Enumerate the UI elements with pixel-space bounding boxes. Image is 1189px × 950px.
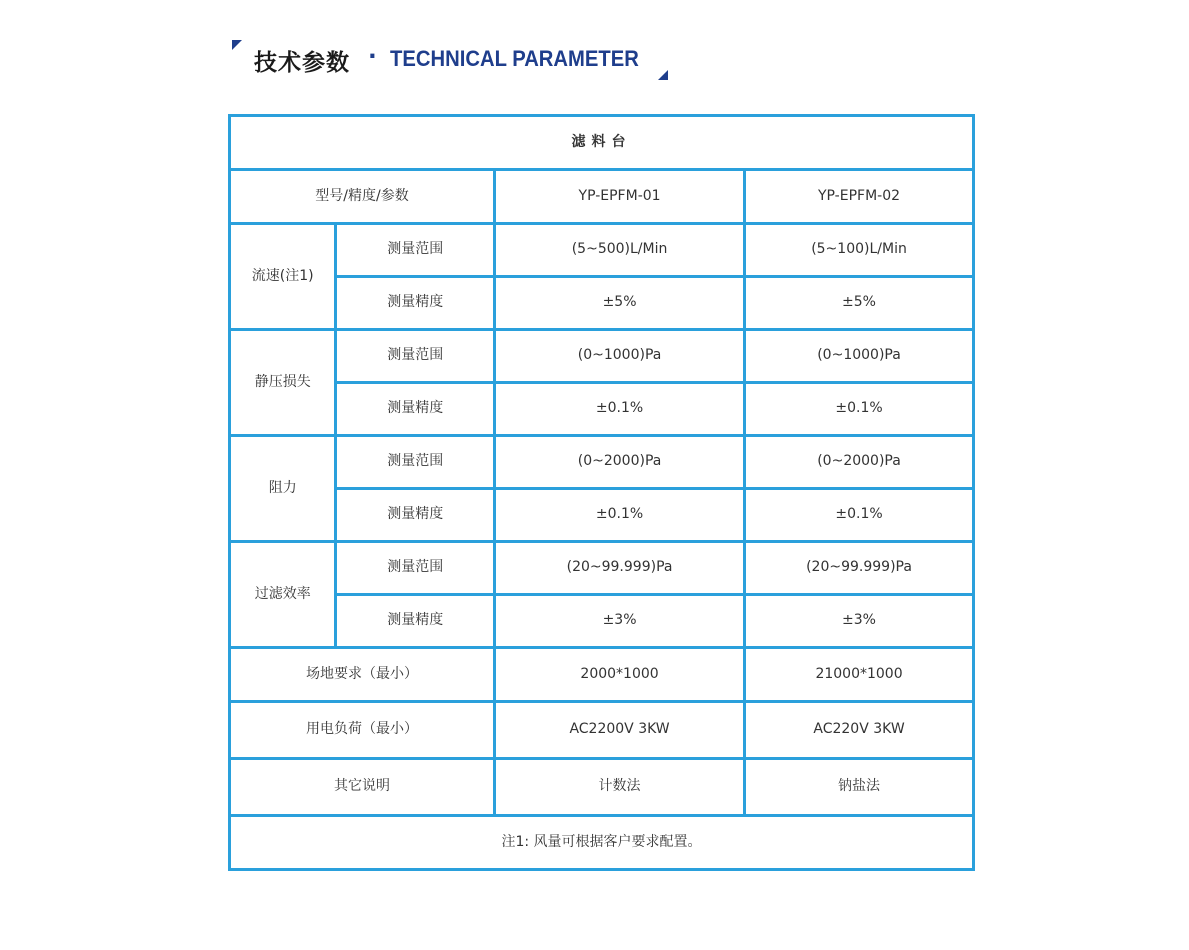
cell-value: 钠盐法 bbox=[745, 759, 974, 816]
table-row bbox=[230, 330, 974, 383]
table-row bbox=[230, 436, 974, 489]
table-row bbox=[230, 702, 974, 759]
group-label: 阻力 bbox=[230, 436, 336, 542]
cell-value: (0~1000)Pa bbox=[745, 330, 974, 383]
cell-value: (0~2000)Pa bbox=[745, 436, 974, 489]
cell-value: (0~1000)Pa bbox=[495, 330, 745, 383]
cell-value: ±3% bbox=[495, 595, 745, 648]
row-label: 测量范围 bbox=[336, 542, 495, 595]
row-label: 测量精度 bbox=[336, 383, 495, 436]
cell-value: ±0.1% bbox=[495, 489, 745, 542]
cell-value: ±0.1% bbox=[745, 383, 974, 436]
cell-value: ±0.1% bbox=[745, 489, 974, 542]
cell-value: (5~500)L/Min bbox=[495, 224, 745, 277]
cell-value: (20~99.999)Pa bbox=[495, 542, 745, 595]
footnote: 注1: 风量可根据客户要求配置。 bbox=[230, 816, 974, 870]
row-label: 其它说明 bbox=[230, 759, 495, 816]
header-label: 型号/精度/参数 bbox=[230, 170, 495, 224]
table-row bbox=[230, 383, 974, 436]
cell-value: (0~2000)Pa bbox=[495, 436, 745, 489]
cell-value: 计数法 bbox=[495, 759, 745, 816]
model-name: YP-EPFM-02 bbox=[745, 170, 974, 224]
section-header bbox=[230, 38, 670, 84]
table-row bbox=[230, 595, 974, 648]
cell-value: AC2200V 3KW bbox=[495, 702, 745, 759]
table-row bbox=[230, 277, 974, 330]
table-row bbox=[230, 759, 974, 816]
group-label: 流速(注1) bbox=[230, 224, 336, 330]
table-row bbox=[230, 489, 974, 542]
parameter-table bbox=[228, 114, 975, 871]
title-separator: · bbox=[368, 44, 377, 70]
row-label: 测量精度 bbox=[336, 277, 495, 330]
cell-value: 2000*1000 bbox=[495, 648, 745, 702]
cell-value: ±5% bbox=[495, 277, 745, 330]
group-label: 静压损失 bbox=[230, 330, 336, 436]
table-note-row bbox=[230, 816, 974, 870]
model-name: YP-EPFM-01 bbox=[495, 170, 745, 224]
row-label: 用电负荷（最小） bbox=[230, 702, 495, 759]
corner-decoration-icon bbox=[232, 40, 242, 50]
table-title: 滤料台 bbox=[230, 116, 974, 170]
corner-decoration-icon bbox=[658, 70, 668, 80]
section-title-en: TECHNICAL PARAMETER bbox=[390, 46, 639, 71]
cell-value: ±3% bbox=[745, 595, 974, 648]
row-label: 测量范围 bbox=[336, 330, 495, 383]
cell-value: AC220V 3KW bbox=[745, 702, 974, 759]
row-label: 场地要求（最小） bbox=[230, 648, 495, 702]
row-label: 测量精度 bbox=[336, 595, 495, 648]
table-header-row bbox=[230, 170, 974, 224]
cell-value: (5~100)L/Min bbox=[745, 224, 974, 277]
table-title-row bbox=[230, 116, 974, 170]
row-label: 测量精度 bbox=[336, 489, 495, 542]
cell-value: ±0.1% bbox=[495, 383, 745, 436]
table-row bbox=[230, 648, 974, 702]
table-row bbox=[230, 542, 974, 595]
section-title-cn: 技术参数 bbox=[254, 50, 350, 76]
group-label: 过滤效率 bbox=[230, 542, 336, 648]
cell-value: 21000*1000 bbox=[745, 648, 974, 702]
table-row bbox=[230, 224, 974, 277]
row-label: 测量范围 bbox=[336, 224, 495, 277]
row-label: 测量范围 bbox=[336, 436, 495, 489]
cell-value: (20~99.999)Pa bbox=[745, 542, 974, 595]
cell-value: ±5% bbox=[745, 277, 974, 330]
